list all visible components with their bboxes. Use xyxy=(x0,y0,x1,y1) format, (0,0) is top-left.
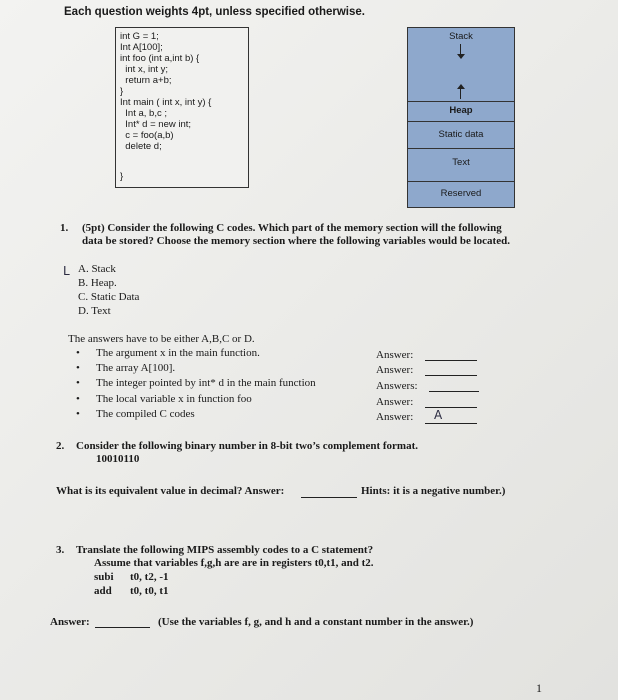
q2-question: What is its equivalent value in decimal? Answer: xyxy=(56,485,285,497)
q3-answer-blank[interactable] xyxy=(95,627,150,628)
answer-blank[interactable] xyxy=(425,407,477,408)
q1-item: The local variable x in function foo xyxy=(96,393,252,405)
static-bottom-divider xyxy=(408,148,514,149)
q3-answer-note: (Use the variables f, g, and h and a constant number in the answer.) xyxy=(158,616,474,628)
memory-heap-label: Heap xyxy=(449,105,473,116)
memory-static-label: Static data xyxy=(438,129,484,140)
answer-blank[interactable] xyxy=(425,360,477,361)
code-line: Int a, b,c ; xyxy=(120,108,167,119)
text-bottom-divider xyxy=(408,181,514,182)
q3-text-line1: Translate the following MIPS assembly codes to a C statement? xyxy=(76,544,374,556)
answer-blank[interactable] xyxy=(425,375,477,376)
bullet: • xyxy=(76,408,80,420)
asm-args: t0, t2, -1 xyxy=(130,571,169,583)
bullet: • xyxy=(76,377,80,389)
asm-op: add xyxy=(94,585,112,597)
code-line: int x, int y; xyxy=(120,64,169,75)
q1-number: 1. xyxy=(60,222,69,234)
heap-bottom-divider xyxy=(408,121,514,122)
q1-option-c: C. Static Data xyxy=(78,291,140,303)
code-line: Int A[100]; xyxy=(120,42,163,53)
code-box xyxy=(115,27,249,188)
code-line: delete d; xyxy=(120,141,162,152)
q1-handwritten-mark: L xyxy=(63,264,70,278)
q1-text-line2: data be stored? Choose the memory section where the following variables would be located. xyxy=(82,235,510,247)
q1-answer-label: Answer: xyxy=(376,364,414,376)
q1-answer-label: Answers: xyxy=(376,380,418,392)
heap-top-divider xyxy=(408,101,514,102)
q1-option-a: A. Stack xyxy=(78,263,116,275)
asm-op: subi xyxy=(94,571,114,583)
code-line: } xyxy=(120,86,124,97)
bullet: • xyxy=(76,393,80,405)
q2-text: Consider the following binary number in 8-bit two’s complement format. xyxy=(76,440,419,452)
memory-reserved-label: Reserved xyxy=(440,188,482,199)
memory-layout-diagram xyxy=(407,27,515,208)
answer-blank[interactable] xyxy=(425,423,477,424)
heap-up-arrow xyxy=(460,89,461,99)
asm-args: t0, t0, t1 xyxy=(130,585,169,597)
q1-handwritten-answer: A xyxy=(434,408,443,422)
code-line: int G = 1; xyxy=(120,31,159,42)
code-line: Int main ( int x, int y) { xyxy=(120,97,212,108)
q2-hint: Hints: it is a negative number.) xyxy=(361,485,506,497)
q1-option-b: B. Heap. xyxy=(78,277,117,289)
code-line: int foo (int a,int b) { xyxy=(120,53,200,64)
q3-answer-label: Answer: xyxy=(50,616,90,628)
q1-option-d: D. Text xyxy=(78,305,111,317)
answer-blank[interactable] xyxy=(429,391,479,392)
q2-binary: 10010110 xyxy=(96,453,140,465)
code-line: c = foo(a,b) xyxy=(120,130,174,141)
q1-instruction: The answers have to be either A,B,C or D. xyxy=(68,333,255,345)
q1-text-line1: (5pt) Consider the following C codes. Which part of the memory section will the following xyxy=(82,222,502,234)
q1-item: The argument x in the main function. xyxy=(96,347,260,359)
q3-number: 3. xyxy=(56,544,65,556)
memory-stack-label: Stack xyxy=(449,31,473,42)
heap-up-arrow-head xyxy=(457,84,465,89)
q2-answer-blank[interactable] xyxy=(301,497,357,498)
q1-answer-label: Answer: xyxy=(376,349,414,361)
page-header: Each question weights 4pt, unless specified otherwise. xyxy=(64,6,365,18)
bullet: • xyxy=(76,347,80,359)
q1-item: The array A[100]. xyxy=(96,362,176,374)
q1-answer-label: Answer: xyxy=(376,396,414,408)
code-line: Int* d = new int; xyxy=(120,119,192,130)
bullet: • xyxy=(76,362,80,374)
q1-item: The integer pointed by int* d in the main function xyxy=(96,377,316,389)
q2-number: 2. xyxy=(56,440,65,452)
stack-down-arrow-head xyxy=(457,54,465,59)
q3-text-line2: Assume that variables f,g,h are are in registers t0,t1, and t2. xyxy=(94,557,374,569)
code-line: return a+b; xyxy=(120,75,172,86)
memory-text-label: Text xyxy=(452,157,470,168)
page-number: 1 xyxy=(536,681,542,695)
q1-answer-label: Answer: xyxy=(376,411,414,423)
code-line: } xyxy=(120,171,124,182)
q1-item: The compiled C codes xyxy=(96,408,195,420)
